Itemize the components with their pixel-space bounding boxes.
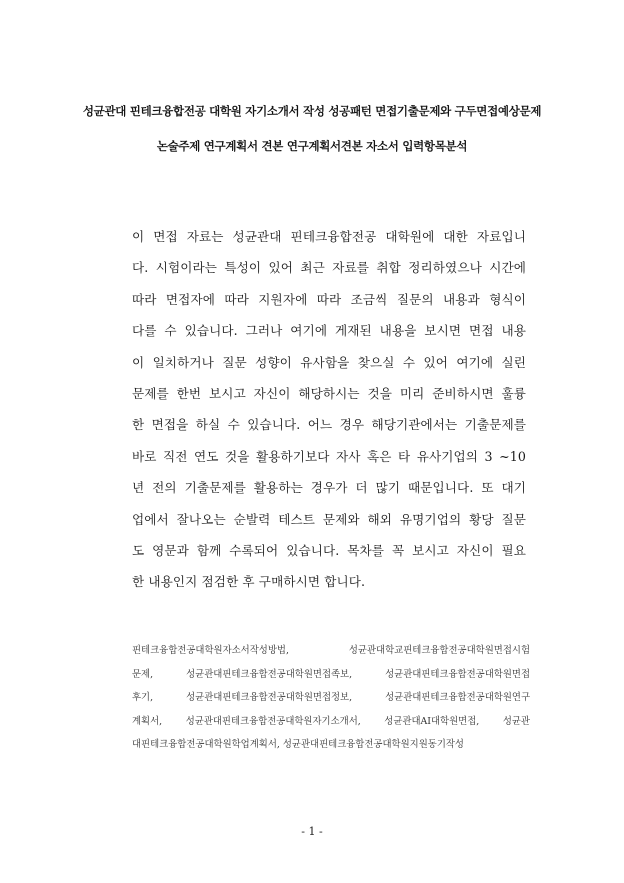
body-paragraph <box>132 229 526 606</box>
keyword-line: 대핀테크융합전공대학원학업계획서, 성균관대핀테크융합전공대학원지원동기작성 <box>132 739 464 750</box>
document-title-line-2: 논술주제 연구계획서 견본 연구계획서견본 자소서 입력항목분석 <box>156 139 468 153</box>
keyword-line: 계획서, 성균관대핀테크융합전공대학원자기소개서, 성균관대AI대학원면접, 성균관 <box>132 715 530 727</box>
keyword-paragraph <box>132 645 530 763</box>
keyword-line: 후기, 성균관대핀테크융합전공대학원면접정보, 성균관대핀테크융합전공대학원연구 <box>132 692 530 703</box>
body-line: 다. 시험이라는 특성이 있어 최근 자료를 취합 정리하였으나 시간에 <box>132 260 526 276</box>
body-line: 한 내용인지 점검한 후 구매하시면 합니다. <box>132 574 366 590</box>
document-title-line-1: 성균관대 핀테크융합전공 대학원 자기소개서 작성 성공패턴 면접기출문제와 구두면접예상문제 <box>82 104 542 118</box>
body-line: 이 일치하거나 질문 성향이 유사함을 찾으실 수 있어 여기에 실린 <box>132 354 526 370</box>
body-line: 년 전의 기출문제를 활용하는 경우가 더 많기 때문입니다. 또 대기 <box>132 480 526 496</box>
keyword-line: 문제, 성균관대핀테크융합전공대학원면접족보, 성균관대핀테크융합전공대학원면접 <box>132 668 530 680</box>
body-line: 한 면접을 하실 수 있습니다. 어느 경우 해당기관에서는 기출문제를 <box>132 417 526 433</box>
keyword-line: 핀테크융합전공대학원자소서작성방법, 성균관대학교핀테크융합전공대학원면접시험 <box>132 645 530 656</box>
body-line: 이 면접 자료는 성균관대 핀테크융합전공 대학원에 대한 자료입니 <box>132 229 526 244</box>
body-line: 따라 면접자에 따라 지원자에 따라 조금씩 질문의 내용과 형식이 <box>132 291 526 307</box>
body-line: 업에서 잘나오는 순발력 테스트 문제와 해외 유명기업의 황당 질문 <box>132 511 526 527</box>
body-line: 문제를 한번 보시고 자신이 해당하시는 것을 미리 준비하시면 훌륭 <box>132 385 526 401</box>
body-line: 다를 수 있습니다. 그러나 여기에 게재된 내용을 보시면 면접 내용 <box>132 323 526 339</box>
page-number: - 1 - <box>301 825 323 838</box>
body-line: 바로 직전 연도 것을 활용하기보다 자사 혹은 타 유사기업의 3 ~10 <box>132 448 526 464</box>
body-line: 도 영문과 함께 수록되어 있습니다. 목차를 꼭 보시고 자신이 필요 <box>132 542 526 558</box>
